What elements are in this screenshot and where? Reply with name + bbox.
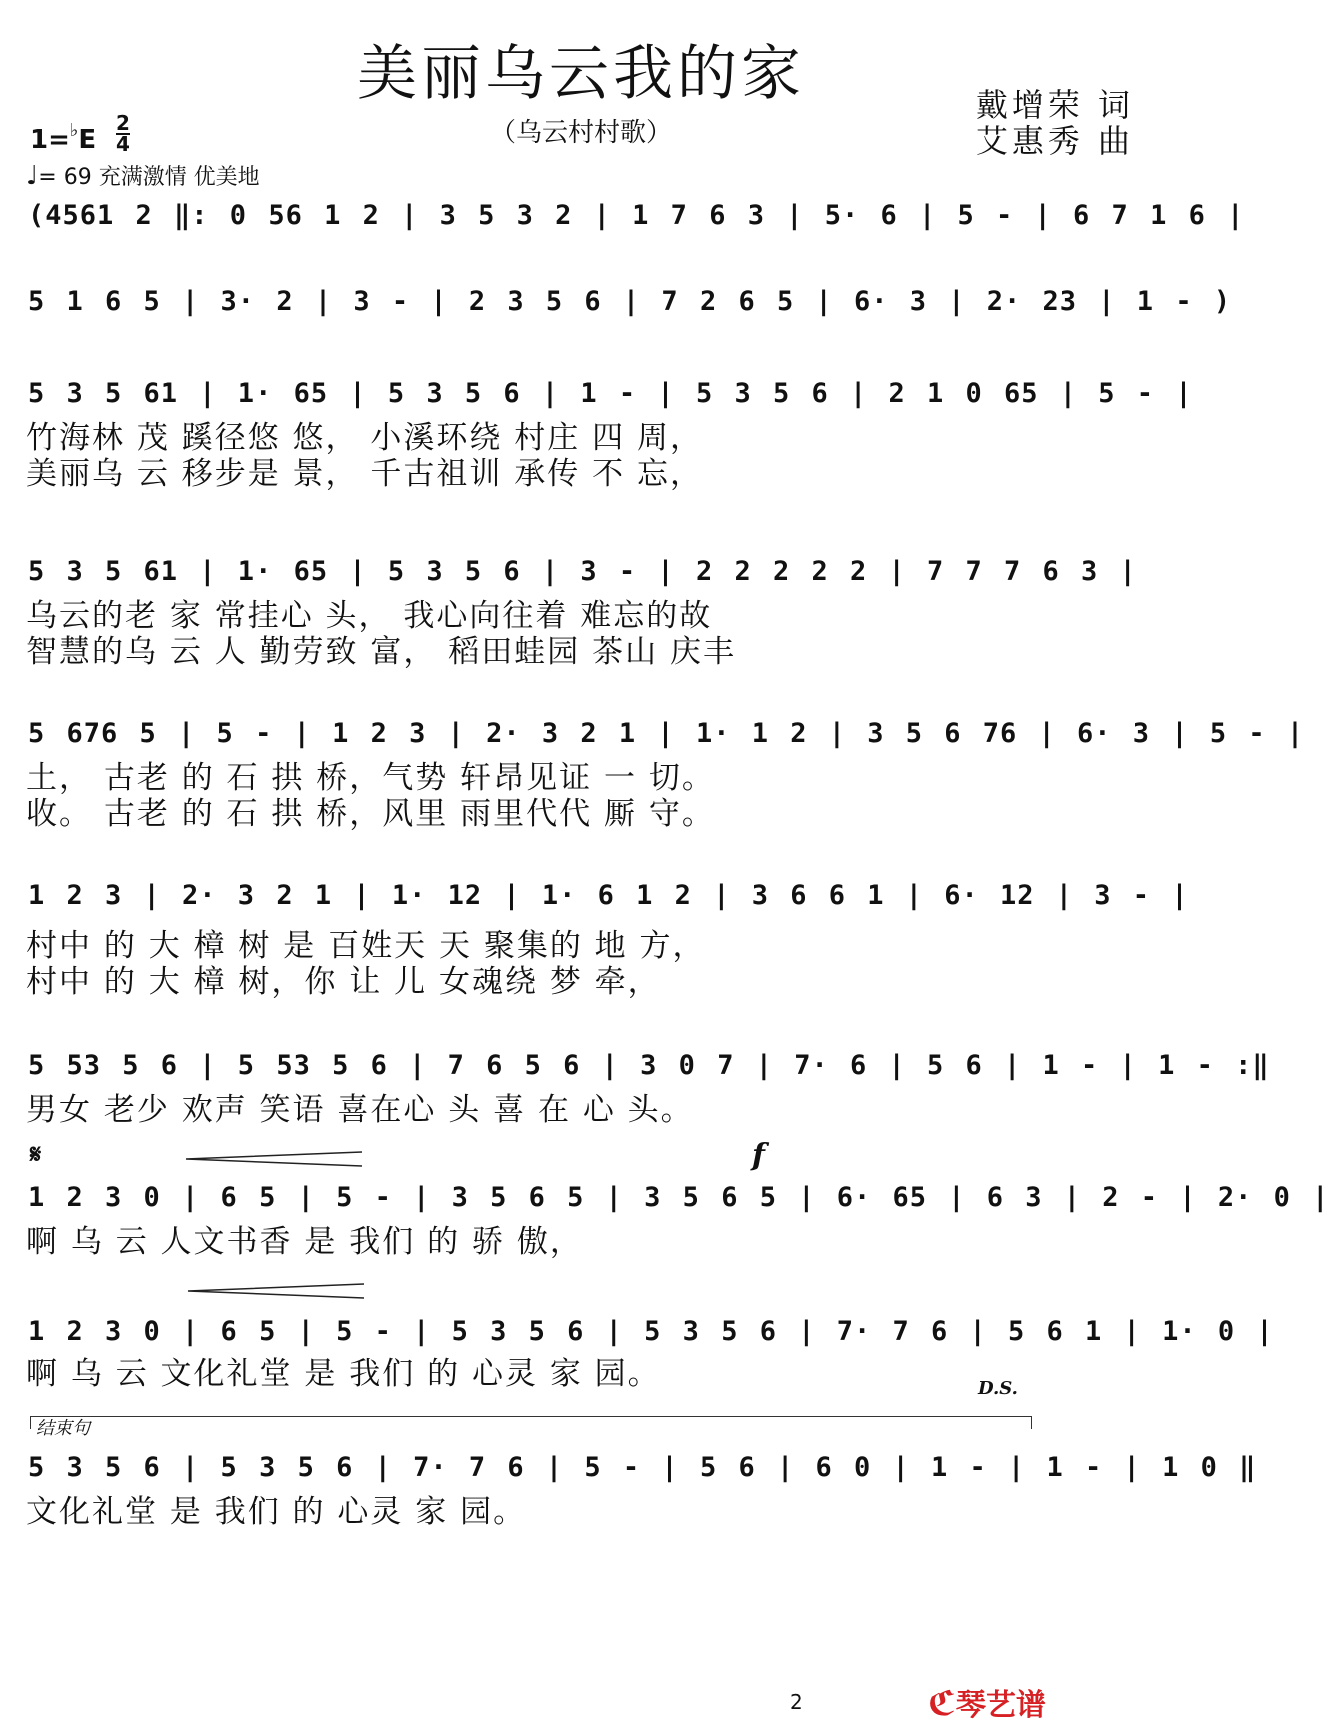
lyric-verse-2: 美丽乌 云 移步是 景， 千古祖训 承传 不 忘， [26,456,703,492]
song-title: 美丽乌云我的家 [357,39,805,109]
staff-notes: 1 2 3 | 2· 3 2 1 | 1· 12 | 1· 6 1 2 | 3 6 6 1 | 6· 12 | 3 - | [28,880,1189,911]
key-letter: E [78,125,97,155]
dal-segno-mark: D.S. [978,1378,1018,1399]
lyric-verse-1: 村中 的 大 樟 树 是 百姓天 天 聚集的 地 方， [26,928,706,964]
forte-dynamic: f [752,1138,765,1173]
time-signature [116,111,130,156]
segno-icon: 𝄋 [30,1140,42,1170]
song-subtitle: （乌云村村歌） [489,118,672,148]
staff-notes: (4561 2 ‖: 0 56 1 2 | 3 5 3 2 | 1 7 6 3 | 5· 6 | 5 - | 6 7 1 6 | [28,200,1245,231]
crescendo-hairpin-icon [188,1282,364,1300]
time-signature-bottom: 4 [116,132,130,156]
flat-sign: ♭ [69,120,79,141]
lyric-verse-2: 收。 古老 的 石 拱 桥，风里 雨里代代 厮 守。 [26,796,715,832]
staff-notes: 5 3 5 61 | 1· 65 | 5 3 5 6 | 1 - | 5 3 5 6 | 2 1 0 65 | 5 - | [28,378,1193,409]
key-prefix: 1= [30,125,70,155]
tempo-marking [26,160,260,191]
lyric-verse-2: 智慧的乌 云 人 勤劳致 富， 稻田蛙园 茶山 庆丰 [26,634,736,670]
logo-text: 琴艺谱 [955,1688,1046,1723]
staff-notes: 5 53 5 6 | 5 53 5 6 | 7 6 5 6 | 3 0 7 | 7· 6 | 5 6 | 1 - | 1 - :‖ [28,1050,1270,1081]
tempo-value: = 69 [38,165,92,190]
staff-notes: 5 3 5 61 | 1· 65 | 5 3 5 6 | 3 - | 2 2 2 2 2 | 7 7 7 6 3 | [28,556,1137,587]
staff-notes: 5 3 5 6 | 5 3 5 6 | 7· 7 6 | 5 - | 5 6 | 6 0 | 1 - | 1 - | 1 0 ‖ [28,1452,1257,1483]
staff-line-2 [28,276,1232,332]
coda-bracket [30,1416,1032,1429]
lyric-verse-1: 啊 乌 云 人文书香 是 我们 的 骄 傲， [26,1224,583,1260]
lyric-verse-1: 男女 老少 欢声 笑语 喜在心 头 喜 在 心 头。 [26,1092,694,1128]
key-signature [30,120,96,155]
quarter-note-icon: ♩ [26,161,39,191]
lyricist-credit: 戴增荣 词 [975,86,1134,124]
logo-icon: ℭ [928,1684,956,1724]
staff-notes: 5 676 5 | 5 - | 1 2 3 | 2· 3 2 1 | 1· 1 2 | 3 5 6 76 | 6· 3 | 5 - | [28,718,1305,749]
site-logo [928,1680,1046,1724]
staff-line-6 [28,870,1189,926]
lyric-verse-1: 乌云的老 家 常挂心 头， 我心向往着 难忘的故 [26,598,713,634]
staff-notes: 1 2 3 0 | 6 5 | 5 - | 3 5 6 5 | 3 5 6 5 | 6· 65 | 6 3 | 2 - | 2· 0 | [28,1182,1329,1213]
lyric-verse-1: 文化礼堂 是 我们 的 心灵 家 园。 [26,1494,527,1530]
lyric-verse-1: 竹海林 茂 蹊径悠 悠， 小溪环绕 村庄 四 周， [26,420,703,456]
coda-label: 结束句 [36,1418,90,1439]
composer-credit: 艾惠秀 曲 [975,122,1134,160]
crescendo-hairpin-icon [186,1150,362,1168]
staff-notes: 1 2 3 0 | 6 5 | 5 - | 5 3 5 6 | 5 3 5 6 | 7· 7 6 | 5 6 1 | 1· 0 | [28,1316,1274,1347]
page-number: 2 [790,1690,803,1714]
lyric-verse-1: 土， 古老 的 石 拱 桥，气势 轩昂见证 一 切。 [26,760,715,796]
time-signature-top: 2 [116,111,130,135]
staff-notes: 5 1 6 5 | 3· 2 | 3 - | 2 3 5 6 | 7 2 6 5 | 6· 3 | 2· 23 | 1 - ) [28,286,1232,317]
expression-text: 充满激情 优美地 [98,165,260,190]
lyric-verse-2: 村中 的 大 樟 树，你 让 儿 女魂绕 梦 牵， [26,964,661,1000]
lyric-verse-1: 啊 乌 云 文化礼堂 是 我们 的 心灵 家 园。 [26,1356,661,1392]
staff-line-1 [28,190,1245,246]
